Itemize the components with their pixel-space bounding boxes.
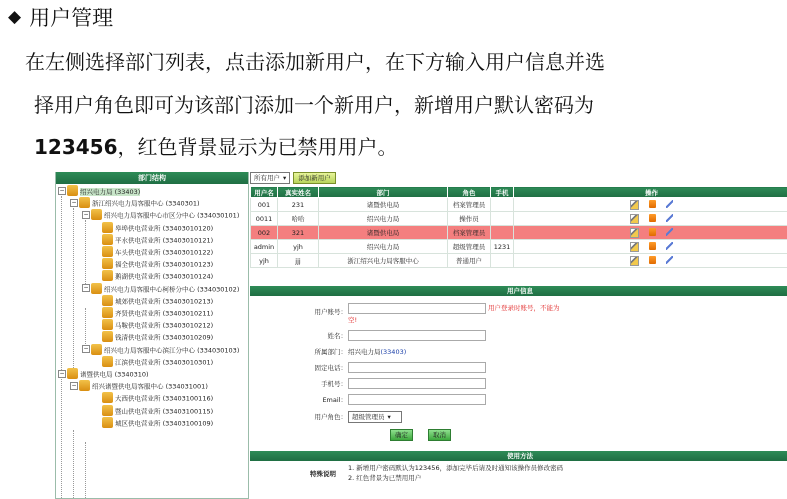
- account-input[interactable]: [348, 303, 486, 314]
- description-line-3: [34, 131, 398, 160]
- permission-icon[interactable]: [649, 228, 656, 236]
- cell-realname: 哈哈: [278, 212, 319, 226]
- cell-phone: [491, 198, 514, 212]
- role-row: [250, 411, 787, 423]
- edit-icon[interactable]: [630, 242, 639, 252]
- department-folder-icon: [102, 246, 113, 257]
- tree-item[interactable]: [102, 308, 213, 319]
- collapse-toggle-icon[interactable]: −: [82, 284, 90, 292]
- cell-phone: 1231: [491, 240, 514, 254]
- pencil-icon[interactable]: [666, 228, 673, 236]
- name-row: [250, 330, 787, 342]
- cell-realname: 321: [278, 226, 319, 240]
- department-folder-icon: [102, 331, 113, 342]
- cell-realname: 231: [278, 198, 319, 212]
- cell-dept: 浙江绍兴电力局客服中心: [319, 254, 448, 268]
- user-info-header: 用户信息: [250, 286, 787, 296]
- phone-input[interactable]: [348, 362, 486, 373]
- department-folder-icon: [79, 197, 90, 208]
- collapse-toggle-icon[interactable]: −: [58, 370, 66, 378]
- tree-item-label: 福全供电营业所 (33403010123): [115, 261, 213, 269]
- cell-username: 0011: [251, 212, 278, 226]
- edit-icon[interactable]: [630, 214, 639, 224]
- collapse-toggle-icon[interactable]: −: [58, 187, 66, 195]
- tree-item[interactable]: [102, 235, 213, 246]
- chevron-down-icon: ▾: [388, 412, 391, 422]
- cell-username: 001: [251, 198, 278, 212]
- col-actions: 操作: [514, 187, 787, 198]
- table-row[interactable]: [251, 212, 787, 226]
- cell-realname: jjj: [278, 254, 319, 268]
- phone-label: 固定电话：: [315, 363, 348, 372]
- department-folder-icon: [102, 405, 113, 416]
- cell-phone: [491, 212, 514, 226]
- account-row: [250, 303, 787, 315]
- cancel-button[interactable]: 取消: [428, 429, 451, 441]
- mobile-row: [250, 378, 787, 390]
- tree-header: 部门结构: [56, 172, 248, 184]
- department-folder-icon: [102, 392, 113, 403]
- cell-role: 档案管理员: [448, 226, 491, 240]
- tree-item[interactable]: [102, 259, 213, 270]
- permission-icon[interactable]: [649, 242, 656, 250]
- department-folder-icon: [91, 209, 102, 220]
- account-error: 用户登录时账号，不能为: [488, 303, 560, 312]
- permission-icon[interactable]: [649, 256, 656, 264]
- department-folder-icon: [102, 356, 113, 367]
- cell-role: 操作员: [448, 212, 491, 226]
- dept-row: [250, 346, 787, 358]
- permission-icon[interactable]: [649, 214, 656, 222]
- user-table: [250, 186, 787, 268]
- email-label: Email：: [322, 395, 347, 404]
- tree-item[interactable]: [102, 406, 213, 417]
- tree-item-label: 诸暨供电局 (3340310): [80, 371, 149, 379]
- tree-item[interactable]: [102, 418, 213, 429]
- user-filter-select[interactable]: [250, 172, 290, 184]
- role-select[interactable]: [348, 411, 402, 423]
- chevron-down-icon: ▾: [283, 173, 286, 183]
- cell-role: 普通用户: [448, 254, 491, 268]
- tree-item[interactable]: [82, 345, 239, 356]
- tree-item-label: 车头供电营业所 (33403010122): [115, 249, 213, 257]
- bullet-diamond-icon: ◆: [8, 7, 21, 27]
- toolbar: [250, 172, 336, 184]
- email-row: [250, 394, 787, 406]
- cell-role: 超级管理员: [448, 240, 491, 254]
- department-folder-icon: [102, 222, 113, 233]
- department-folder-icon: [102, 258, 113, 269]
- tree-item[interactable]: [102, 247, 213, 258]
- department-folder-icon: [102, 417, 113, 428]
- cell-actions: [514, 212, 787, 226]
- tree-item-label: 鹅湖供电营业所 (33403010124): [115, 273, 213, 281]
- table-header-row: [251, 187, 787, 198]
- tree-item-label: 钱清供电营业所 (33403010209): [115, 334, 213, 342]
- table-row[interactable]: [251, 254, 787, 268]
- description-line-3-rest: ，红色背景显示为已禁用用户。: [118, 135, 398, 159]
- tree-item-label: 绍兴电力局客服中心市区分中心 (334030101): [104, 212, 239, 220]
- tree-item-label: 马鞍供电营业所 (33403010212): [115, 322, 213, 330]
- user-panel: [250, 172, 787, 498]
- department-folder-icon: [102, 270, 113, 281]
- department-folder-icon: [91, 283, 102, 294]
- tree-item-label: 浙江绍兴电力局客服中心 (3340301): [92, 200, 200, 208]
- pencil-icon[interactable]: [666, 200, 673, 208]
- collapse-toggle-icon[interactable]: −: [82, 211, 90, 219]
- collapse-toggle-icon[interactable]: −: [82, 345, 90, 353]
- tree-item-label: 皋埠供电营业所 (33403010120): [115, 224, 213, 232]
- cell-phone: [491, 254, 514, 268]
- tree-item[interactable]: [102, 332, 213, 343]
- cell-username: admin: [251, 240, 278, 254]
- table-row[interactable]: [251, 226, 787, 240]
- tree-item[interactable]: [102, 393, 213, 404]
- cell-role: 档案管理员: [448, 198, 491, 212]
- tree-item[interactable]: [102, 320, 213, 331]
- department-folder-icon: [67, 368, 78, 379]
- usage-line-2: 2. 红色背景为已禁用用户: [348, 473, 563, 483]
- tree-item[interactable]: [82, 210, 239, 221]
- form-buttons: [250, 429, 787, 441]
- cell-dept: 诸暨供电局: [319, 198, 448, 212]
- edit-icon[interactable]: [630, 228, 639, 238]
- mobile-label: 手机号：: [321, 379, 347, 388]
- cell-dept: 绍兴电力局: [319, 212, 448, 226]
- tree-item-label: 绍兴电力局 (33403): [80, 188, 140, 196]
- tree-item[interactable]: [70, 381, 208, 392]
- permission-icon[interactable]: [649, 200, 656, 208]
- cell-actions: [514, 226, 787, 240]
- tree-item-label: 绍兴诸暨供电局客服中心 (334031001): [92, 383, 208, 391]
- tree-item-label: 暨山供电营业所 (33403100115): [115, 407, 213, 415]
- mobile-input[interactable]: [348, 378, 486, 389]
- tree-item[interactable]: [58, 369, 149, 380]
- department-folder-icon: [67, 185, 78, 196]
- name-label: 姓名：: [328, 331, 348, 340]
- cell-dept: 绍兴电力局: [319, 240, 448, 254]
- pencil-icon[interactable]: [666, 242, 673, 250]
- user-filter-value: 所有用户: [254, 173, 280, 183]
- collapse-toggle-icon[interactable]: −: [70, 382, 78, 390]
- pencil-icon[interactable]: [666, 256, 673, 264]
- department-folder-icon: [102, 319, 113, 330]
- email-input[interactable]: [348, 394, 486, 405]
- usage-label: 特殊说明: [310, 469, 336, 478]
- tree-item-label: 江滨供电营业所 (33403010301): [115, 358, 213, 366]
- dept-value: 绍兴电力局(33403): [348, 347, 406, 356]
- tree-item-label: 绍兴电力局客服中心滨江分中心 (334030103): [104, 346, 239, 354]
- usage-header: 使用方法: [250, 451, 787, 461]
- department-folder-icon: [102, 295, 113, 306]
- col-realname[interactable]: 真实姓名: [278, 187, 319, 198]
- role-select-value: 超级管理员: [352, 412, 385, 422]
- col-role[interactable]: 角色: [448, 187, 491, 198]
- tree-item[interactable]: [70, 198, 200, 209]
- section-heading: [8, 2, 113, 32]
- department-tree: [55, 172, 249, 499]
- usage-line-1: 1. 新增用户密码默认为123456，添加完毕后请及时通知该操作员修改密码: [348, 463, 563, 473]
- department-folder-icon: [102, 234, 113, 245]
- department-folder-icon: [91, 344, 102, 355]
- confirm-button[interactable]: 确定: [390, 429, 413, 441]
- col-username[interactable]: 用户名: [251, 187, 278, 198]
- role-label: 用户角色：: [315, 412, 348, 421]
- tree-item[interactable]: [102, 357, 213, 368]
- edit-icon[interactable]: [630, 200, 639, 210]
- tree-item-label: 绍兴电力局客服中心柯桥分中心 (334030102): [104, 285, 239, 293]
- add-user-button[interactable]: 添加新用户: [293, 172, 336, 184]
- description-line-1: 在左侧选择部门列表，点击添加新用户，在下方输入用户信息并选: [25, 46, 605, 75]
- tree-item[interactable]: [82, 284, 239, 295]
- department-folder-icon: [79, 380, 90, 391]
- tree-item-label: 平水供电营业所 (33403010121): [115, 236, 213, 244]
- col-dept[interactable]: 部门: [319, 187, 448, 198]
- tree-item[interactable]: [58, 186, 140, 197]
- cell-username: yjh: [251, 254, 278, 268]
- table-row[interactable]: [251, 198, 787, 212]
- default-password: 123456: [34, 135, 118, 159]
- department-folder-icon: [102, 307, 113, 318]
- account-error-tail: 空!: [348, 315, 357, 324]
- account-label: 用户账号：: [315, 307, 348, 316]
- cell-username: 002: [251, 226, 278, 240]
- phone-row: [250, 362, 787, 374]
- section-title: 用户管理: [29, 2, 113, 32]
- cell-dept: 诸暨供电局: [319, 226, 448, 240]
- pencil-icon[interactable]: [666, 214, 673, 222]
- collapse-toggle-icon[interactable]: −: [70, 199, 78, 207]
- table-row[interactable]: [251, 240, 787, 254]
- description-line-2: 择用户角色即可为该部门添加一个新用户，新增用户默认密码为: [34, 89, 594, 118]
- user-management-screenshot: [55, 168, 787, 498]
- tree-item[interactable]: [102, 296, 213, 307]
- tree-item-label: 城郊供电营业所 (33403010213): [115, 297, 213, 305]
- cell-realname: yjh: [278, 240, 319, 254]
- cell-phone: [491, 226, 514, 240]
- col-phone[interactable]: 手机: [491, 187, 514, 198]
- tree-item[interactable]: [102, 271, 213, 282]
- edit-icon[interactable]: [630, 256, 639, 266]
- cell-actions: [514, 198, 787, 212]
- cell-actions: [514, 254, 787, 268]
- tree-item-label: 城区供电营业所 (33403100109): [115, 419, 213, 427]
- tree-item-label: 齐贤供电营业所 (33403010211): [115, 310, 213, 318]
- tree-item[interactable]: [102, 223, 213, 234]
- name-input[interactable]: [348, 330, 486, 341]
- dept-label: 所属部门：: [315, 347, 348, 356]
- cell-actions: [514, 240, 787, 254]
- tree-item-label: 大西供电营业所 (33403100116): [115, 395, 213, 403]
